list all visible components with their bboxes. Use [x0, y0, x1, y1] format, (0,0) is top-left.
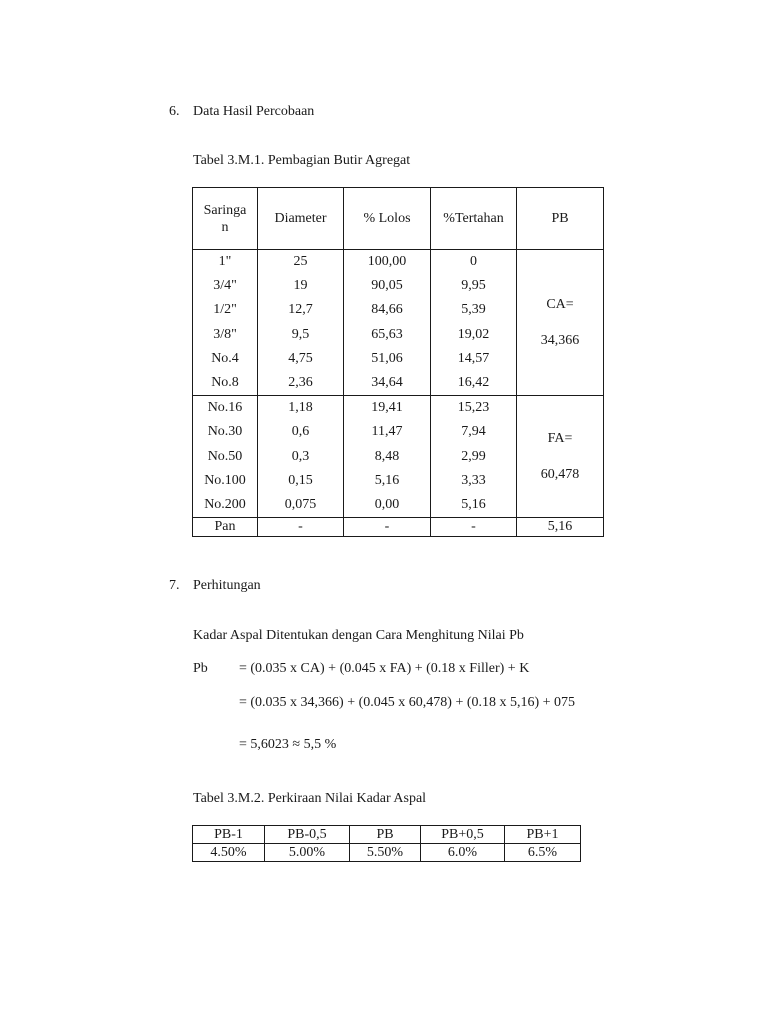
fine-tertahan-column [431, 396, 517, 518]
table-cell: No.30 [207, 424, 243, 440]
table-header-row [193, 826, 581, 844]
table-cell: No.4 [211, 350, 239, 366]
pb-substitution: = (0.035 x 34,366) + (0.045 x 60,478) + (0.18 x 5,16) + 075 [239, 695, 576, 710]
section-6-number: 6. [169, 104, 180, 119]
header-pb-minus-1: PB-1 [193, 826, 265, 844]
table-cell: 90,05 [371, 278, 403, 294]
table-cell: 0,075 [284, 496, 317, 512]
table-cell: 6.0% [421, 844, 505, 862]
table-cell: 100,00 [367, 254, 407, 269]
fine-aggregate-group [193, 396, 604, 518]
table-cell: 12,7 [288, 302, 313, 318]
table-cell: 5,16 [374, 472, 400, 488]
header-pb-minus-0-5: PB-0,5 [265, 826, 350, 844]
table-cell: 19,02 [457, 326, 490, 342]
table-cell: 5.50% [350, 844, 421, 862]
table-cell: No.200 [204, 496, 246, 512]
table-cell: 8,48 [374, 448, 400, 464]
table-cell: 5.00% [265, 844, 350, 862]
table-cell: 65,63 [371, 326, 403, 342]
table-cell: - [344, 518, 431, 537]
table-cell: 3/4" [213, 278, 237, 294]
coarse-tertahan-column [431, 250, 517, 396]
table-cell: 4.50% [193, 844, 265, 862]
table-cell: - [258, 518, 344, 537]
table-cell: - [431, 518, 517, 537]
section-7-number: 7. [169, 578, 180, 593]
header-diameter: Diameter [258, 188, 344, 250]
table-cell: 2,99 [461, 448, 486, 464]
coarse-diameter-column [258, 250, 344, 396]
table-row [193, 844, 581, 862]
ca-label: CA= [546, 296, 574, 312]
header-pb: PB [517, 188, 604, 250]
table-cell: 1" [218, 254, 232, 269]
table-cell: 14,57 [457, 350, 490, 366]
table-cell: 3/8" [213, 326, 237, 342]
header-saringan-line2: n [221, 219, 229, 235]
table-cell: 25 [293, 254, 308, 269]
table-cell: 3,33 [461, 472, 486, 488]
fa-label: FA= [547, 430, 573, 446]
section-7-title: Perhitungan [193, 578, 261, 593]
header-lolos: % Lolos [344, 188, 431, 250]
table-2-caption: Tabel 3.M.2. Perkiraan Nilai Kadar Aspal [193, 791, 427, 806]
coarse-saringan-column [193, 250, 258, 396]
table-cell: 0,3 [291, 448, 310, 464]
table-cell: 9,95 [461, 278, 486, 294]
table-cell: 16,42 [457, 374, 490, 390]
ca-value: 34,366 [540, 332, 580, 348]
coarse-pb-cell [517, 250, 604, 396]
table-cell: 19 [293, 278, 308, 294]
fine-lolos-column [344, 396, 431, 518]
asphalt-content-estimate-table [192, 825, 581, 862]
coarse-lolos-column [344, 250, 431, 396]
header-pb-plus-0-5: PB+0,5 [421, 826, 505, 844]
table-cell: 84,66 [371, 302, 403, 318]
table-row-pan [193, 518, 604, 537]
header-pb: PB [350, 826, 421, 844]
table-cell: 2,36 [288, 374, 313, 390]
table-cell: 4,75 [288, 350, 313, 366]
table-cell: Pan [193, 518, 258, 537]
table-cell: 1,18 [288, 400, 313, 416]
header-saringan-line1: Saringa [203, 202, 247, 218]
fa-value: 60,478 [540, 466, 580, 482]
table-cell: 0,6 [291, 424, 310, 440]
header-saringan [193, 188, 258, 250]
table-cell: 51,06 [371, 350, 403, 366]
table-cell: 7,94 [461, 424, 486, 440]
header-pb-plus-1: PB+1 [505, 826, 581, 844]
table-cell: No.100 [204, 472, 246, 488]
calculation-intro: Kadar Aspal Ditentukan dengan Cara Menghitung Nilai Pb [193, 628, 524, 643]
fine-saringan-column [193, 396, 258, 518]
table-cell: No.8 [211, 374, 239, 390]
table-cell: No.16 [207, 400, 243, 416]
table-cell: 6.5% [505, 844, 581, 862]
table-cell: 1/2" [213, 302, 237, 318]
table-cell: 0,00 [374, 496, 400, 512]
pb-result: = 5,6023 ≈ 5,5 % [239, 737, 337, 752]
table-cell: 19,41 [371, 400, 403, 416]
table-cell: 5,39 [461, 302, 486, 318]
table-header-row [193, 188, 604, 250]
pb-formula: = (0.035 x CA) + (0.045 x FA) + (0.18 x Filler) + K [239, 661, 530, 676]
fine-diameter-column [258, 396, 344, 518]
table-cell: No.50 [207, 448, 243, 464]
table-cell: 34,64 [371, 374, 403, 390]
table-cell: 5,16 [461, 496, 486, 512]
pb-formula-label: Pb [193, 661, 208, 676]
table-cell: 0,15 [288, 472, 313, 488]
table-cell: 11,47 [371, 424, 403, 440]
table-1-caption: Tabel 3.M.1. Pembagian Butir Agregat [193, 153, 411, 168]
section-6-title: Data Hasil Percobaan [193, 104, 315, 119]
table-cell: 5,16 [517, 518, 604, 537]
fine-pb-cell [517, 396, 604, 518]
table-cell: 9,5 [291, 326, 310, 342]
table-cell: 15,23 [457, 400, 490, 416]
aggregate-gradation-table [192, 187, 604, 537]
table-cell: 0 [470, 254, 477, 269]
coarse-aggregate-group [193, 250, 604, 396]
header-tertahan: %Tertahan [431, 188, 517, 250]
